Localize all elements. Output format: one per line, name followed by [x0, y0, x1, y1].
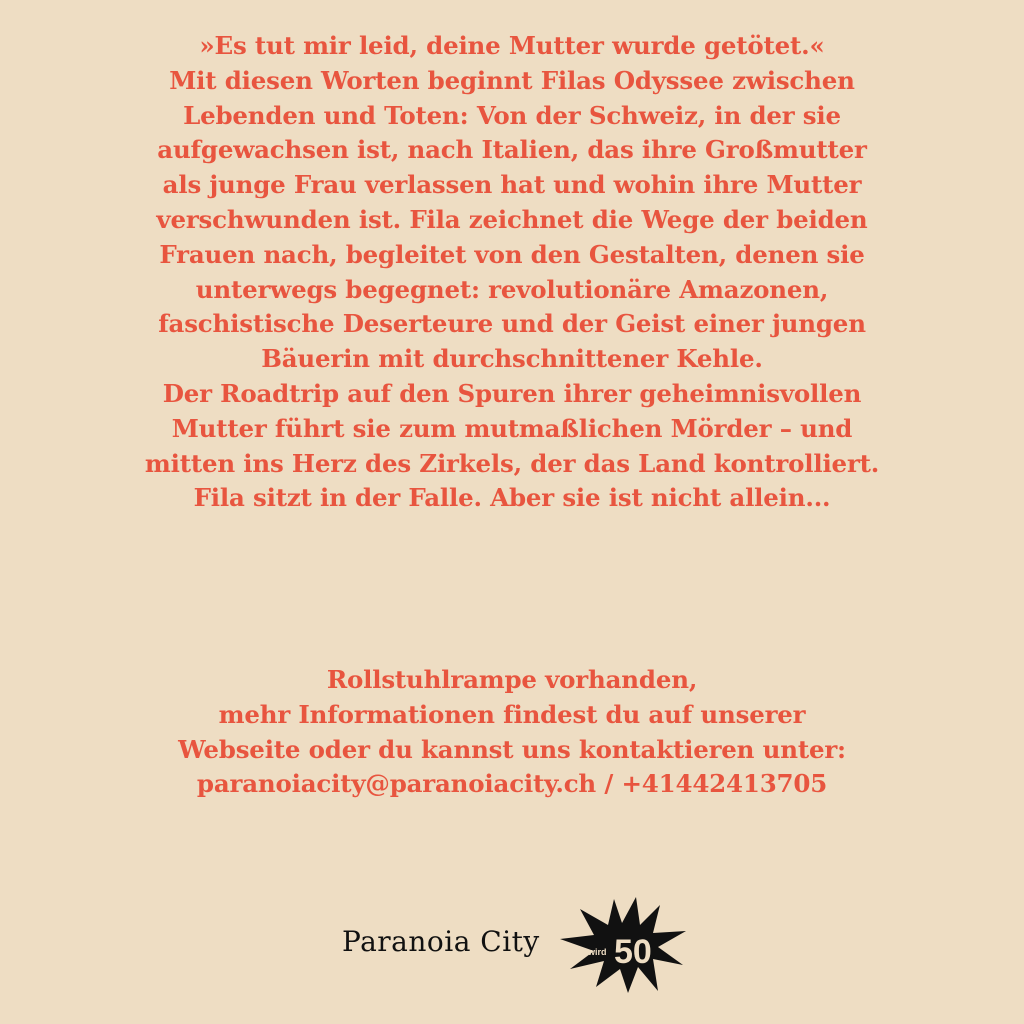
description-line: mitten ins Herz des Zirkels, der das Land kontrolliert.: [144, 448, 880, 478]
logo-wordmark: Paranoia City: [342, 925, 540, 958]
description-line: Fila sitzt in der Falle. Aber sie ist nicht allein...: [193, 483, 831, 513]
description-line: Bäuerin mit durchschnittener Kehle.: [261, 344, 763, 374]
description-line: aufgewachsen ist, nach Italien, das ihre Großmutter: [157, 135, 867, 165]
description-line: unterwegs begegnet: revolutionäre Amazonen,: [195, 274, 829, 304]
description-line: Mutter führt sie zum mutmaßlichen Mörder – und: [171, 413, 853, 443]
info-line: Rollstuhlrampe vorhanden,: [326, 665, 698, 694]
badge-number: 50: [614, 933, 652, 971]
badge-small-text: wird: [588, 947, 607, 957]
info-line: mehr Informationen findest du auf unserer: [218, 699, 806, 729]
info-line: Webseite oder du kannst uns kontaktieren unter:: [178, 734, 846, 764]
description-line: als junge Frau verlassen hat und wohin ihre Mutter: [162, 170, 862, 200]
contact-line[interactable]: paranoiacity@paranoiacity.ch / +41442413705: [196, 769, 828, 799]
description-line: »Es tut mir leid, deine Mutter wurde getötet.«: [199, 31, 825, 60]
book-description: [0, 29, 1024, 516]
starburst-icon: [558, 895, 688, 995]
description-line: Mit diesen Worten beginnt Filas Odyssee zwischen: [169, 65, 855, 95]
description-line: verschwunden ist. Fila zeichnet die Wege der beiden: [156, 204, 868, 234]
paranoia-city-logo: [340, 895, 690, 995]
accessibility-contact-info: [0, 663, 1024, 802]
description-line: Der Roadtrip auf den Spuren ihrer geheimnisvollen: [162, 378, 862, 408]
description-line: Lebenden und Toten: Von der Schweiz, in der sie: [183, 100, 841, 130]
description-line: Frauen nach, begleitet von den Gestalten, denen sie: [159, 239, 865, 269]
description-line: faschistische Deserteure und der Geist einer jungen: [158, 309, 866, 339]
